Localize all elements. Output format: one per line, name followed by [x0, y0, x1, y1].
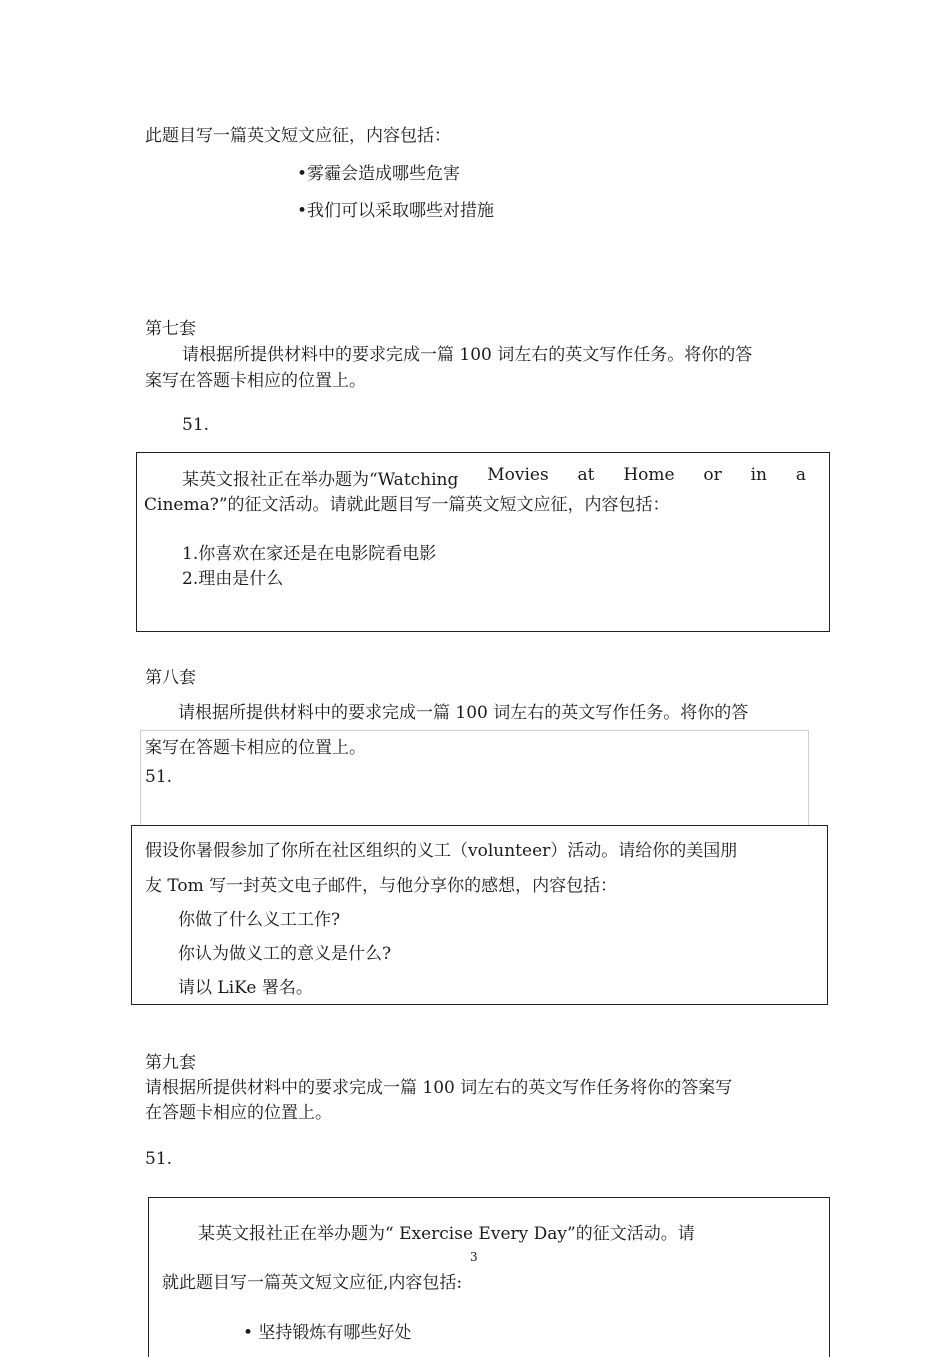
set7-box-item-1: 1.你喜欢在家还是在电影院看电影	[182, 544, 437, 564]
set8-instruction-line1: 请根据所提供材料中的要求完成一篇 100 词左右的英文写作任务。将你的答	[178, 703, 749, 723]
set7-box-line1	[182, 465, 806, 490]
set7-box-word: at	[577, 465, 595, 485]
set8-title: 第八套	[145, 668, 196, 688]
intro-bullet-2: •我们可以采取哪些对措施	[297, 201, 495, 221]
set7-question-number: 51.	[182, 415, 210, 435]
set9-box-line2: 就此题目写一篇英文短文应征,内容包括:	[162, 1273, 463, 1293]
set7-box-word: or	[703, 465, 722, 485]
set7-instruction-line1: 请根据所提供材料中的要求完成一篇 100 词左右的英文写作任务。将你的答	[182, 345, 753, 365]
set8-instruction-line2: 案写在答题卡相应的位置上。	[145, 738, 366, 758]
set9-question-number: 51.	[145, 1149, 173, 1169]
set9-instruction-line2: 在答题卡相应的位置上。	[145, 1103, 332, 1123]
set7-box-item-2: 2.理由是什么	[182, 569, 284, 589]
set7-box-line2: Cinema?”的征文活动。请就此题目写一篇英文短文应征，内容包括：	[144, 495, 670, 515]
intro-line: 此题目写一篇英文短文应征，内容包括：	[145, 126, 451, 146]
set7-box-word: in	[750, 465, 767, 485]
set7-instruction-line2: 案写在答题卡相应的位置上。	[145, 371, 366, 391]
set7-box-word: Movies	[487, 465, 549, 485]
set8-box-item-1: 你做了什么义工工作?	[178, 910, 341, 930]
set7-title: 第七套	[145, 319, 196, 339]
set8-box-line2: 友 Tom 写一封英文电子邮件，与他分享你的感想，内容包括：	[145, 876, 618, 896]
set9-title: 第九套	[145, 1053, 196, 1073]
page-number: 3	[470, 1250, 478, 1264]
set7-box-word: a	[795, 465, 806, 485]
set8-box-item-2: 你认为做义工的意义是什么?	[178, 944, 392, 964]
set7-box-word: 某英文报社正在举办题为“Watching	[182, 470, 459, 490]
set9-box-bullet: • 坚持锻炼有哪些好处	[243, 1323, 412, 1343]
set8-box-line1: 假设你暑假参加了你所在社区组织的义工（volunteer）活动。请给你的美国朋	[145, 841, 738, 861]
set8-box-item-3: 请以 LiKe 署名。	[178, 978, 313, 998]
set7-box-word: Home	[623, 465, 675, 485]
set9-instruction-line1: 请根据所提供材料中的要求完成一篇 100 词左右的英文写作任务将你的答案写	[145, 1078, 733, 1098]
set8-question-number: 51.	[145, 767, 173, 787]
set9-box-line1: 某英文报社正在举办题为“ Exercise Every Day”的征文活动。请	[198, 1224, 695, 1244]
intro-bullet-1: •雾霾会造成哪些危害	[297, 164, 461, 184]
